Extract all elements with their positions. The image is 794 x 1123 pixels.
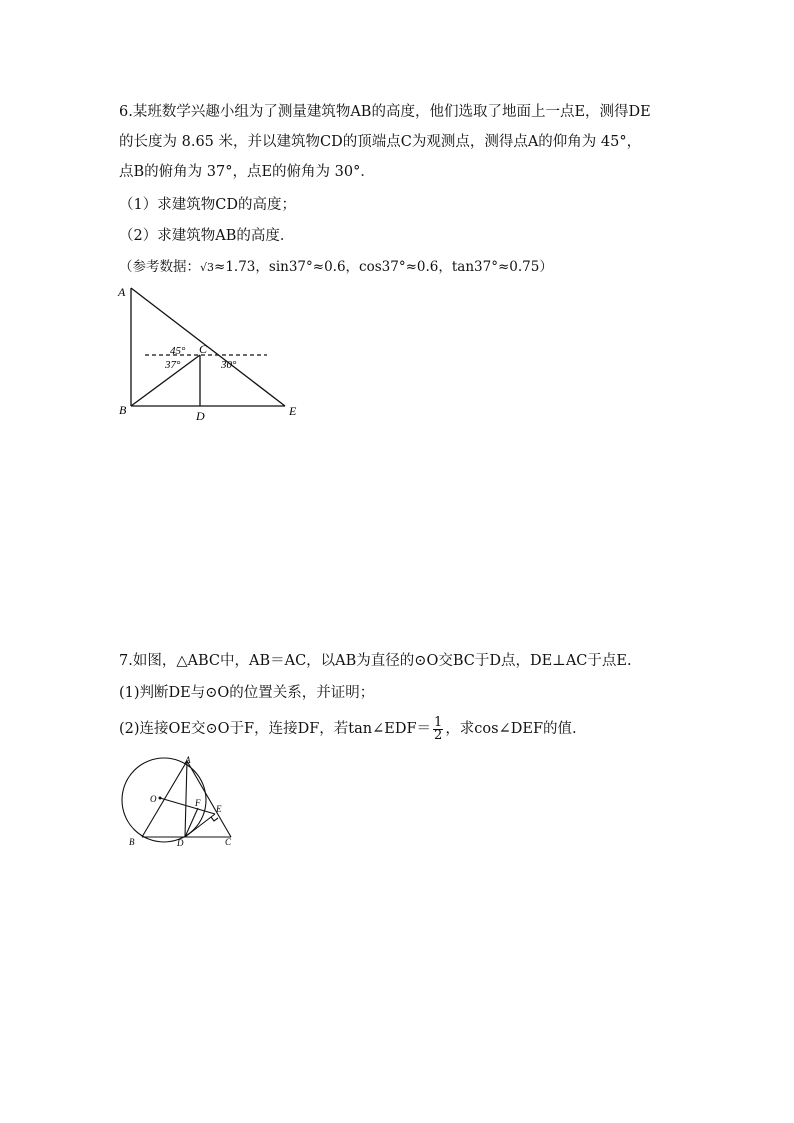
right-angle-mark	[211, 817, 218, 821]
label-A: A	[118, 285, 126, 299]
q7-part-2-prefix: (2)连接OE交⊙O于F，连接DF，若tan∠EDF＝	[119, 721, 432, 737]
q7-figure	[115, 752, 245, 852]
ref-values: ≈1.73，sin37°≈0.6，cos37°≈0.6，tan37°≈0.75）	[214, 259, 553, 275]
label-F: F	[195, 798, 201, 808]
q6-part-2: （2）求建筑物AB的高度．	[119, 228, 295, 244]
angle-37-label: 37°	[165, 359, 181, 371]
segment-AC	[187, 761, 231, 837]
segment-DE	[185, 814, 215, 837]
q6-part-1: （1）求建筑物CD的高度；	[119, 197, 296, 213]
q6-reference-data	[119, 257, 553, 278]
ref-sqrt: √3	[200, 261, 215, 274]
center-point-O	[159, 797, 162, 800]
fraction-numerator: 1	[434, 714, 443, 730]
segment-AD	[185, 761, 187, 837]
label-B: B	[129, 837, 135, 847]
label-E: E	[216, 804, 222, 814]
label-D: D	[196, 409, 205, 423]
q6-line-2: 的长度为 8.65 米，并以建筑物CD的顶端点C为观测点，测得点A的仰角为 45°，	[119, 134, 642, 150]
fraction-one-half	[433, 714, 443, 743]
label-E: E	[289, 404, 297, 418]
q7-line-1: 7.如图，△ABC中，AB＝AC，以AB为直径的⊙O交BC于D点，DE⊥AC于点E.	[119, 653, 632, 669]
label-O: O	[150, 794, 157, 804]
q6-line-1: 6.某班数学兴趣小组为了测量建筑物AB的高度，他们选取了地面上一点E，测得DE	[119, 104, 651, 120]
label-C: C	[225, 837, 232, 847]
angle-45-label: 45°	[170, 345, 186, 357]
angle-30-label: 30°	[221, 359, 237, 371]
label-A: A	[185, 755, 191, 765]
q7-part-2-suffix: ，求cos∠DEF的值.	[445, 721, 577, 737]
q6-line-3: 点B的俯角为 37°，点E的俯角为 30°．	[119, 164, 375, 180]
q6-figure	[115, 282, 315, 427]
ref-prefix: （参考数据：	[119, 259, 200, 275]
segment-OE	[160, 798, 215, 814]
label-D: D	[177, 838, 184, 848]
label-B: B	[119, 403, 127, 417]
fraction-denominator: 2	[434, 727, 443, 743]
q7-part-2	[119, 714, 577, 744]
label-C: C	[199, 342, 208, 356]
q7-part-1: (1)判断DE与⊙O的位置关系，并证明；	[119, 685, 375, 701]
